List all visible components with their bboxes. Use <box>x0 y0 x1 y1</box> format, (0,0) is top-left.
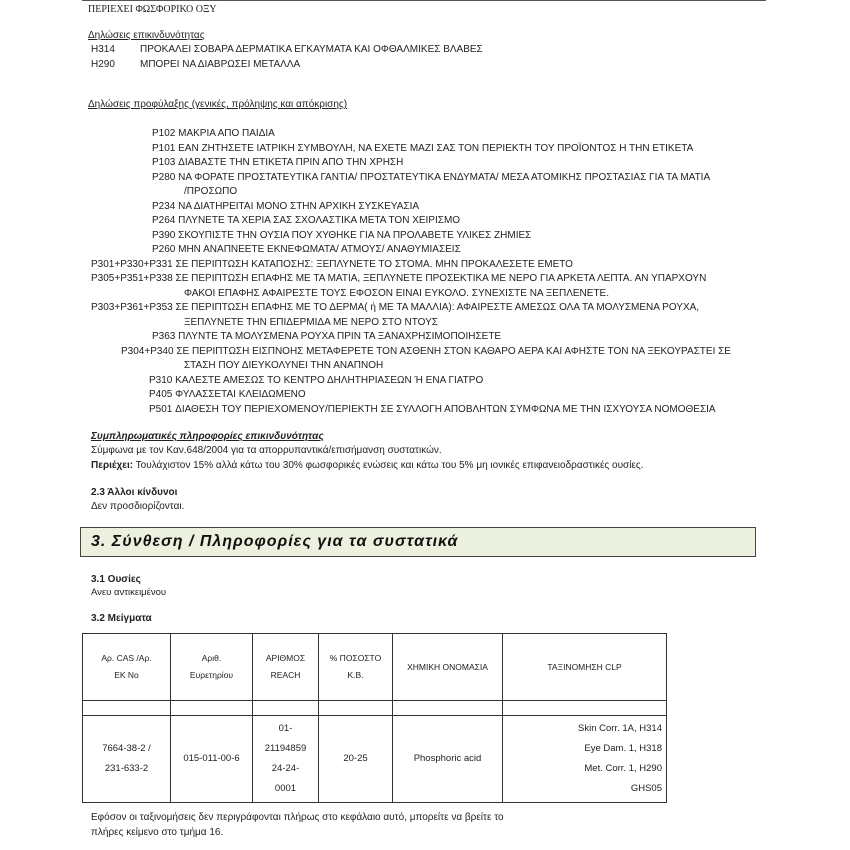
supplementary-line-2 <box>91 460 643 472</box>
p-line: P405 ΦΥΛΑΣΣΕΤΑΙ ΚΛΕΙΔΩΜΕΝΟ <box>149 389 306 400</box>
cell-clp: Skin Corr. 1A, H314 Eye Dam. 1, H318 Met. Corr. 1, H290 GHS05 <box>503 716 667 803</box>
h-text-h290: ΜΠΟΡΕΙ ΝΑ ΔΙΑΒΡΩΣΕΙ ΜΕΤΑΛΛΑ <box>140 59 301 70</box>
supplementary-line-1: Σύμφωνα με τον Καν.648/2004 για τα απορρυπαντικά/επισήμανση συστατικών. <box>91 445 442 456</box>
p-line: P303+P361+P353 ΣΕ ΠΕΡΙΠΤΩΣΗ ΕΠΑΦΗΣ ΜΕ ΤΟ ΔΕΡΜΑ( ή ΜΕ ΤΑ ΜΑΛΛΙΑ): ΑΦΑΙΡΕΣΤΕ ΑΜΕΣΩΣ ΟΛΑ ΤΑ ΜΟΛΥΣΜΕΝΑ ΡΟΥΧΑ, <box>91 302 700 313</box>
p-line: P264 ΠΛΥΝΕΤΕ ΤΑ ΧΕΡΙΑ ΣΑΣ ΣΧΟΛΑΣΤΙΚΑ ΜΕΤΑ ΤΟΝ ΧΕΙΡΙΣΜΟ <box>152 215 461 226</box>
p-line: P390 ΣΚΟΥΠΙΣΤΕ ΤΗΝ ΟΥΣΙΑ ΠΟΥ ΧΥΘΗΚΕ ΓΙΑ ΝΑ ΠΡΟΛΑΒΕΤΕ ΥΛΙΚΕΣ ΖΗΜΙΕΣ <box>152 230 532 241</box>
p-line: P304+P340 ΣΕ ΠΕΡΙΠΤΩΣΗ ΕΙΣΠΝΟΗΣ ΜΕΤΑΦΕΡΕΤΕ ΤΟΝ ΑΣΘΕΝΗ ΣΤΟΝ ΚΑΘΑΡΟ ΑΕΡΑ ΚΑΙ ΑΦΗΣΤΕ ΤΟΝ ΝΑ ΞΕΚΟΥΡΑΣΤΕΙ ΣΕ <box>121 346 731 357</box>
other-hazards-text: Δεν προσδιορίζονται. <box>91 501 185 512</box>
substances-text: Ανευ αντικειμένου <box>91 587 167 598</box>
h-text-h314: ΠΡΟΚΑΛΕΙ ΣΟΒΑΡΑ ΔΕΡΜΑΤΙΚΑ ΕΓΚΑΥΜΑΤΑ ΚΑΙ ΟΦΘΑΛΜΙΚΕΣ ΒΛΑΒΕΣ <box>140 44 483 55</box>
cell-index: 015-011-00-6 <box>171 716 253 803</box>
header-cas: Αρ. CAS /Αρ. ΕΚ Νο <box>83 634 171 701</box>
table-spacer-row <box>83 701 667 716</box>
cell-cas: 7664-38-2 / 231-633-2 <box>83 716 171 803</box>
cell-percent: 20-25 <box>319 716 393 803</box>
p-line: ΣΤΑΣΗ ΠΟΥ ΔΙΕΥΚΟΛΥΝΕΙ ΤΗΝ ΑΝΑΠΝΟΗ <box>184 360 384 371</box>
contains-label: Περιέχει: <box>91 460 134 471</box>
section-3-header <box>80 527 756 557</box>
footnote-line-1: Εφόσον οι ταξινομήσεις δεν περιγράφονται πλήρως στο κεφάλαιο αυτό, μπορείτε να βρείτε το <box>91 812 504 823</box>
p-line: P280 ΝΑ ΦΟΡΑΤΕ ΠΡΟΣΤΑΤΕΥΤΙΚΑ ΓΑΝΤΙΑ/ ΠΡΟΣΤΑΤΕΥΤΙΚΑ ΕΝΔΥΜΑΤΑ/ ΜΕΣΑ ΑΤΟΜΙΚΗΣ ΠΡΟΣΤΑΣΙΑΣ ΓΙΑ ΤΑ ΜΑΤΙΑ <box>152 172 711 183</box>
mixtures-title: 3.2 Μείγματα <box>91 613 152 624</box>
contains-line: ΠΕΡΙΕΧΕΙ ΦΩΣΦΟΡΙΚΟ ΟΞΥ <box>88 4 217 15</box>
p-line: P103 ΔΙΑΒΑΣΤΕ ΤΗΝ ΕΤΙΚΕΤΑ ΠΡΙΝ ΑΠΟ ΤΗΝ ΧΡΗΣΗ <box>152 157 404 168</box>
footnote-line-2: πλήρες κείμενο στο τμήμα 16. <box>91 827 224 838</box>
p-line: P260 ΜΗΝ ΑΝΑΠΝΕΕΤΕ ΕΚΝΕΦΩΜΑΤΑ/ ΑΤΜΟΥΣ/ ΑΝΑΘΥΜΙΑΣΕΙΣ <box>152 244 461 255</box>
p-line: ΦΑΚΟΙ ΕΠΑΦΗΣ ΑΦΑΙΡΕΣΤΕ ΤΟΥΣ ΕΦΟΣΟΝ ΕΙΝΑΙ ΕΥΚΟΛΟ. ΣΥΝΕΧΙΣΤΕ ΝΑ ΞΕΠΛΕΝΕΤΕ. <box>184 288 609 299</box>
substances-title: 3.1 Ουσίες <box>91 574 141 585</box>
p-line: P310 ΚΑΛΕΣΤΕ ΑΜΕΣΩΣ ΤΟ ΚΕΝΤΡΟ ΔΗΛΗΤΗΡΙΑΣΕΩΝ Ή ΕΝΑ ΓΙΑΤΡΟ <box>149 375 484 386</box>
p-line: P234 ΝΑ ΔΙΑΤΗΡΕΙΤΑΙ ΜΟΝΟ ΣΤΗΝ ΑΡΧΙΚΗ ΣΥΣΚΕΥΑΣΙΑ <box>152 201 420 212</box>
header-percent: % ΠΟΣΟΣΤΟ Κ.Β. <box>319 634 393 701</box>
precaution-title: Δηλώσεις προφύλαξης (γενικές, πρόληψης και απόκρισης) <box>88 99 348 110</box>
p-line: ΞΕΠΛΥΝΕΤΕ ΤΗΝ ΕΠΙΔΕΡΜΙΔΑ ΜΕ ΝΕΡΟ ΣΤΟ ΝΤΟΥΣ <box>184 317 438 328</box>
header-chemical-name: ΧΗΜΙΚΗ ΟΝΟΜΑΣΙΑ <box>393 634 503 701</box>
p-line: P363 ΠΛΥΝΤΕ ΤΑ ΜΟΛΥΣΜΕΝΑ ΡΟΥΧΑ ΠΡΙΝ ΤΑ ΞΑΝΑΧΡΗΣΙΜΟΠΟΙΗΣΕΤΕ <box>152 331 502 342</box>
p-line: /ΠΡΟΣΩΠΟ <box>184 186 238 197</box>
other-hazards-title: 2.3 Άλλοι κίνδυνοι <box>91 487 178 498</box>
supplementary-title: Συμπληρωματικές πληροφορίες επικινδυνότητας <box>91 431 324 442</box>
h-code-h290: H290 <box>91 59 115 70</box>
p-line: P102 ΜΑΚΡΙΑ ΑΠΟ ΠΑΙΔΙΑ <box>152 128 275 139</box>
header-reach: ΑΡΙΘΜΟΣ REACH <box>253 634 319 701</box>
header-clp: ΤΑΞΙΝΟΜΗΣΗ CLP <box>503 634 667 701</box>
p-line: P301+P330+P331 ΣΕ ΠΕΡΙΠΤΩΣΗ ΚΑΤΑΠΟΣΗΣ: ΞΕΠΛΥΝΕΤΕ ΤΟ ΣΤΟΜΑ. ΜΗΝ ΠΡΟΚΑΛΕΣΕΤΕ ΕΜΕΤΟ <box>91 259 573 270</box>
p-line: P101 ΕΑΝ ΖΗΤΗΣΕΤΕ ΙΑΤΡΙΚΗ ΣΥΜΒΟΥΛΗ, ΝΑ ΕΧΕΤΕ ΜΑΖΙ ΣΑΣ ΤΟΝ ΠΕΡΙΕΚΤΗ ΤΟΥ ΠΡΟΪΟΝΤΟΣ Η ΤΗΝ ΕΤΙΚΕΤΑ <box>152 143 694 154</box>
hazard-statements-title: Δηλώσεις επικινδυνότητας <box>88 30 205 41</box>
contains-text: Τουλάχιστον 15% αλλά κάτω του 30% φωσφορικές ενώσεις και κάτω του 5% μη ιονικές επιφανειοδραστικές ουσίες. <box>133 460 644 471</box>
cell-reach: 01- 21194859 24-24- 0001 <box>253 716 319 803</box>
table-header-row <box>83 634 667 701</box>
table-row <box>83 716 667 803</box>
h-code-h314: H314 <box>91 44 115 55</box>
section-3-title: 3. Σύνθεση / Πληροφορίες για τα συστατικά <box>91 533 459 550</box>
composition-table <box>82 633 667 803</box>
top-rule <box>82 0 766 1</box>
header-index: Αριθ. Ευρετηρίου <box>171 634 253 701</box>
cell-chemical-name: Phosphoric acid <box>393 716 503 803</box>
p-line: P501 ΔΙΑΘΕΣΗ ΤΟΥ ΠΕΡΙΕΧΟΜΕΝΟΥ/ΠΕΡΙΕΚΤΗ ΣΕ ΣΥΛΛΟΓΗ ΑΠΟΒΛΗΤΩΝ ΣΥΜΦΩΝΑ ΜΕ ΤΗΝ ΙΣΧΥΟΥΣΑ ΝΟΜΟΘΕΣΙΑ <box>149 404 716 415</box>
p-line: P305+P351+P338 ΣΕ ΠΕΡΙΠΤΩΣΗ ΕΠΑΦΗΣ ΜΕ ΤΑ ΜΑΤΙΑ, ΞΕΠΛΥΝΕΤΕ ΠΡΟΣΕΚΤΙΚΑ ΜΕ ΝΕΡΟ ΓΙΑ ΑΡΚΕΤΑ ΛΕΠΤΑ. ΑΝ ΥΠΑΡΧΟΥΝ <box>91 273 707 284</box>
